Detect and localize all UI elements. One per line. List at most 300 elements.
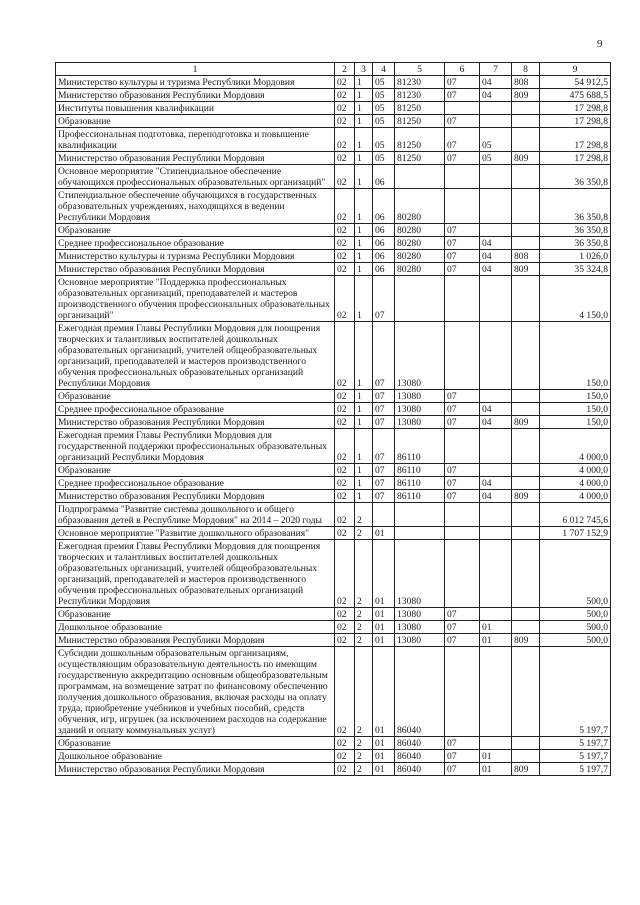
row-name-cell: Министерство культуры и туризма Республики Мордовия — [56, 250, 335, 263]
subsection-cell: 04 — [480, 250, 512, 263]
subsection-cell: 01 — [480, 634, 512, 647]
row-name-cell: Министерство образования Республики Мордовия — [56, 490, 335, 503]
chapter-cell: 07 — [445, 390, 480, 403]
event-cell: 06 — [373, 165, 395, 189]
section-cell: 02 — [335, 527, 355, 540]
chapter-cell: 07 — [445, 152, 480, 165]
subprogram-cell: 1 — [355, 276, 373, 322]
table-row — [56, 647, 611, 737]
table-row — [56, 464, 611, 477]
chapter-cell: 07 — [445, 416, 480, 429]
direction-cell: 13080 — [395, 608, 445, 621]
chapter-cell: 07 — [445, 634, 480, 647]
chapter-cell — [445, 189, 480, 224]
row-name-cell: Образование — [56, 115, 335, 128]
amount-cell: 4 000,0 — [540, 477, 611, 490]
grbs-cell: 809 — [512, 634, 540, 647]
section-cell: 02 — [335, 224, 355, 237]
subsection-cell — [480, 737, 512, 750]
subprogram-cell: 1 — [355, 76, 373, 89]
section-cell: 02 — [335, 490, 355, 503]
subprogram-cell: 1 — [355, 152, 373, 165]
section-cell: 02 — [335, 76, 355, 89]
budget-table — [55, 62, 611, 776]
row-name-cell: Подпрограмма "Развитие системы дошкольного и общего образования детей в Республике Мордовия" на 2014 – 2020 годы — [56, 503, 335, 527]
row-name-cell: Министерство образования Республики Мордовия — [56, 89, 335, 102]
subsection-cell: 04 — [480, 263, 512, 276]
row-name-cell: Дошкольное образование — [56, 621, 335, 634]
grbs-cell — [512, 429, 540, 464]
row-name-cell: Образование — [56, 608, 335, 621]
amount-cell: 475 688,5 — [540, 89, 611, 102]
section-cell: 02 — [335, 115, 355, 128]
table-row — [56, 237, 611, 250]
subsection-cell: 04 — [480, 477, 512, 490]
direction-cell: 80280 — [395, 250, 445, 263]
amount-cell: 150,0 — [540, 416, 611, 429]
section-cell: 02 — [335, 128, 355, 152]
chapter-cell: 07 — [445, 464, 480, 477]
column-header: 5 — [395, 63, 445, 76]
event-cell: 06 — [373, 224, 395, 237]
subsection-cell: 04 — [480, 89, 512, 102]
subprogram-cell: 1 — [355, 429, 373, 464]
subsection-cell: 04 — [480, 76, 512, 89]
amount-cell: 1 026,0 — [540, 250, 611, 263]
chapter-cell: 07 — [445, 403, 480, 416]
subprogram-cell: 1 — [355, 477, 373, 490]
subsection-cell: 05 — [480, 152, 512, 165]
chapter-cell — [445, 429, 480, 464]
grbs-cell: 809 — [512, 152, 540, 165]
amount-cell: 17 298,8 — [540, 152, 611, 165]
event-cell: 07 — [373, 464, 395, 477]
section-cell: 02 — [335, 416, 355, 429]
subprogram-cell: 1 — [355, 224, 373, 237]
grbs-cell: 809 — [512, 416, 540, 429]
event-cell: 07 — [373, 390, 395, 403]
event-cell: 06 — [373, 237, 395, 250]
table-row — [56, 165, 611, 189]
chapter-cell — [445, 540, 480, 608]
table-row — [56, 115, 611, 128]
grbs-cell — [512, 540, 540, 608]
section-cell: 02 — [335, 763, 355, 776]
chapter-cell: 07 — [445, 608, 480, 621]
row-name-cell: Среднее профессиональное образование — [56, 477, 335, 490]
event-cell: 05 — [373, 128, 395, 152]
row-name-cell: Министерство образования Республики Мордовия — [56, 263, 335, 276]
event-cell: 01 — [373, 527, 395, 540]
amount-cell: 5 197,7 — [540, 737, 611, 750]
subprogram-cell: 1 — [355, 89, 373, 102]
amount-cell: 5 197,7 — [540, 750, 611, 763]
direction-cell: 13080 — [395, 322, 445, 390]
subprogram-cell: 1 — [355, 322, 373, 390]
subsection-cell — [480, 102, 512, 115]
grbs-cell: 808 — [512, 250, 540, 263]
grbs-cell: 808 — [512, 76, 540, 89]
section-cell: 02 — [335, 621, 355, 634]
subprogram-cell: 2 — [355, 763, 373, 776]
chapter-cell: 07 — [445, 263, 480, 276]
row-name-cell: Ежегодная премия Главы Республики Мордовия для государственной поддержки профессиональных образовательных организаций Республики Мордовия — [56, 429, 335, 464]
event-cell: 05 — [373, 152, 395, 165]
row-name-cell: Министерство культуры и туризма Республики Мордовия — [56, 76, 335, 89]
table-row — [56, 263, 611, 276]
subprogram-cell: 2 — [355, 621, 373, 634]
subprogram-cell: 1 — [355, 416, 373, 429]
section-cell: 02 — [335, 322, 355, 390]
grbs-cell — [512, 403, 540, 416]
column-header: 8 — [512, 63, 540, 76]
section-cell: 02 — [335, 89, 355, 102]
row-name-cell: Среднее профессиональное образование — [56, 403, 335, 416]
table-row — [56, 224, 611, 237]
direction-cell: 86110 — [395, 429, 445, 464]
direction-cell: 86040 — [395, 763, 445, 776]
subprogram-cell: 2 — [355, 527, 373, 540]
direction-cell: 80280 — [395, 263, 445, 276]
event-cell: 01 — [373, 621, 395, 634]
direction-cell — [395, 165, 445, 189]
direction-cell: 80280 — [395, 224, 445, 237]
row-name-cell: Дошкольное образование — [56, 750, 335, 763]
direction-cell: 80280 — [395, 237, 445, 250]
amount-cell: 54 912,5 — [540, 76, 611, 89]
chapter-cell: 07 — [445, 737, 480, 750]
table-row — [56, 416, 611, 429]
page-number: 9 — [597, 38, 603, 50]
row-name-cell: Профессиональная подготовка, переподготовка и повышение квалификации — [56, 128, 335, 152]
direction-cell: 13080 — [395, 403, 445, 416]
direction-cell: 86110 — [395, 477, 445, 490]
amount-cell: 500,0 — [540, 608, 611, 621]
section-cell: 02 — [335, 634, 355, 647]
chapter-cell — [445, 165, 480, 189]
subprogram-cell: 1 — [355, 263, 373, 276]
row-name-cell: Образование — [56, 464, 335, 477]
subprogram-cell: 2 — [355, 503, 373, 527]
amount-cell: 500,0 — [540, 621, 611, 634]
table-row — [56, 503, 611, 527]
event-cell: 07 — [373, 429, 395, 464]
amount-cell: 17 298,8 — [540, 102, 611, 115]
amount-cell: 35 324,8 — [540, 263, 611, 276]
event-cell: 01 — [373, 608, 395, 621]
subprogram-cell: 1 — [355, 390, 373, 403]
chapter-cell: 07 — [445, 237, 480, 250]
subsection-cell — [480, 189, 512, 224]
grbs-cell — [512, 390, 540, 403]
column-header: 9 — [540, 63, 611, 76]
event-cell: 01 — [373, 647, 395, 737]
subprogram-cell: 1 — [355, 250, 373, 263]
grbs-cell — [512, 224, 540, 237]
event-cell: 07 — [373, 416, 395, 429]
subsection-cell — [480, 608, 512, 621]
subprogram-cell: 1 — [355, 115, 373, 128]
chapter-cell — [445, 647, 480, 737]
grbs-cell: 809 — [512, 763, 540, 776]
table-header-row — [56, 63, 611, 76]
chapter-cell — [445, 503, 480, 527]
section-cell: 02 — [335, 503, 355, 527]
amount-cell: 500,0 — [540, 540, 611, 608]
subsection-cell — [480, 464, 512, 477]
event-cell: 01 — [373, 737, 395, 750]
amount-cell: 1 707 152,9 — [540, 527, 611, 540]
subsection-cell — [480, 540, 512, 608]
subprogram-cell: 1 — [355, 490, 373, 503]
table-row — [56, 76, 611, 89]
chapter-cell — [445, 322, 480, 390]
direction-cell: 13080 — [395, 416, 445, 429]
section-cell: 02 — [335, 390, 355, 403]
table-row — [56, 390, 611, 403]
event-cell: 05 — [373, 76, 395, 89]
event-cell: 01 — [373, 750, 395, 763]
chapter-cell: 07 — [445, 76, 480, 89]
grbs-cell — [512, 750, 540, 763]
amount-cell: 36 350,8 — [540, 165, 611, 189]
section-cell: 02 — [335, 102, 355, 115]
amount-cell: 150,0 — [540, 403, 611, 416]
direction-cell: 81230 — [395, 89, 445, 102]
event-cell: 06 — [373, 189, 395, 224]
subsection-cell: 05 — [480, 128, 512, 152]
subsection-cell — [480, 224, 512, 237]
amount-cell: 17 298,8 — [540, 128, 611, 152]
subsection-cell: 01 — [480, 763, 512, 776]
table-row — [56, 189, 611, 224]
section-cell: 02 — [335, 750, 355, 763]
subprogram-cell: 2 — [355, 540, 373, 608]
table-row — [56, 403, 611, 416]
column-header: 4 — [373, 63, 395, 76]
direction-cell: 13080 — [395, 634, 445, 647]
direction-cell: 13080 — [395, 540, 445, 608]
direction-cell: 86110 — [395, 490, 445, 503]
chapter-cell — [445, 276, 480, 322]
grbs-cell — [512, 737, 540, 750]
event-cell: 07 — [373, 322, 395, 390]
section-cell: 02 — [335, 429, 355, 464]
subsection-cell — [480, 390, 512, 403]
section-cell: 02 — [335, 152, 355, 165]
grbs-cell — [512, 237, 540, 250]
subsection-cell — [480, 503, 512, 527]
table-row — [56, 750, 611, 763]
amount-cell: 4 000,0 — [540, 429, 611, 464]
row-name-cell: Ежегодная премия Главы Республики Мордовия для поощрения творческих и талантливых воспитателей дошкольных образовательных организаций, учителей общеобразовательных организаций, преподавателей и мастеров производственного обучения профессиональных образовательных организаций Республики Мордовия — [56, 540, 335, 608]
subsection-cell — [480, 429, 512, 464]
section-cell: 02 — [335, 276, 355, 322]
grbs-cell: 809 — [512, 490, 540, 503]
event-cell: 01 — [373, 763, 395, 776]
amount-cell: 36 350,8 — [540, 224, 611, 237]
amount-cell: 4 000,0 — [540, 490, 611, 503]
grbs-cell — [512, 322, 540, 390]
event-cell — [373, 503, 395, 527]
grbs-cell — [512, 128, 540, 152]
event-cell: 07 — [373, 276, 395, 322]
event-cell: 01 — [373, 540, 395, 608]
direction-cell: 86040 — [395, 647, 445, 737]
section-cell: 02 — [335, 608, 355, 621]
direction-cell: 81250 — [395, 152, 445, 165]
chapter-cell: 07 — [445, 115, 480, 128]
table-row — [56, 540, 611, 608]
amount-cell: 17 298,8 — [540, 115, 611, 128]
event-cell: 07 — [373, 477, 395, 490]
direction-cell — [395, 527, 445, 540]
section-cell: 02 — [335, 737, 355, 750]
subsection-cell — [480, 165, 512, 189]
subprogram-cell: 2 — [355, 737, 373, 750]
amount-cell: 5 197,7 — [540, 763, 611, 776]
section-cell: 02 — [335, 250, 355, 263]
chapter-cell — [445, 102, 480, 115]
table-row — [56, 128, 611, 152]
subprogram-cell: 2 — [355, 634, 373, 647]
subprogram-cell: 1 — [355, 189, 373, 224]
row-name-cell: Стипендиальное обеспечение обучающихся в государственных образовательных учреждениях, находящихся в ведении Республики Мордовия — [56, 189, 335, 224]
event-cell: 07 — [373, 403, 395, 416]
chapter-cell — [445, 527, 480, 540]
table-row — [56, 763, 611, 776]
table-row — [56, 102, 611, 115]
column-header: 1 — [56, 63, 335, 76]
direction-cell — [395, 503, 445, 527]
grbs-cell — [512, 477, 540, 490]
table-row — [56, 250, 611, 263]
row-name-cell: Образование — [56, 390, 335, 403]
column-header: 3 — [355, 63, 373, 76]
grbs-cell — [512, 115, 540, 128]
row-name-cell: Основное мероприятие "Стипендиальное обеспечение обучающихся профессиональных образовательных организаций" — [56, 165, 335, 189]
grbs-cell: 809 — [512, 263, 540, 276]
row-name-cell: Институты повышения квалификации — [56, 102, 335, 115]
table-row — [56, 152, 611, 165]
column-header: 7 — [480, 63, 512, 76]
chapter-cell: 07 — [445, 128, 480, 152]
column-header: 2 — [335, 63, 355, 76]
chapter-cell: 07 — [445, 250, 480, 263]
direction-cell — [395, 276, 445, 322]
table-row — [56, 89, 611, 102]
grbs-cell — [512, 621, 540, 634]
subprogram-cell: 1 — [355, 403, 373, 416]
direction-cell: 81250 — [395, 115, 445, 128]
grbs-cell: 809 — [512, 89, 540, 102]
direction-cell: 13080 — [395, 621, 445, 634]
subsection-cell — [480, 647, 512, 737]
chapter-cell: 07 — [445, 89, 480, 102]
subsection-cell: 01 — [480, 750, 512, 763]
row-name-cell: Ежегодная премия Главы Республики Мордовия для поощрения творческих и талантливых воспитателей дошкольных образовательных организаций, учителей общеобразовательных организаций, преподавателей и мастеров производственного обучения профессиональных образовательных организаций Республики Мордовия — [56, 322, 335, 390]
section-cell: 02 — [335, 464, 355, 477]
section-cell: 02 — [335, 165, 355, 189]
subprogram-cell: 2 — [355, 647, 373, 737]
section-cell: 02 — [335, 237, 355, 250]
subprogram-cell: 1 — [355, 165, 373, 189]
subsection-cell: 04 — [480, 416, 512, 429]
section-cell: 02 — [335, 263, 355, 276]
table-row — [56, 737, 611, 750]
section-cell: 02 — [335, 647, 355, 737]
row-name-cell: Министерство образования Республики Мордовия — [56, 634, 335, 647]
direction-cell: 81250 — [395, 128, 445, 152]
row-name-cell: Образование — [56, 224, 335, 237]
direction-cell: 13080 — [395, 390, 445, 403]
event-cell: 07 — [373, 490, 395, 503]
subprogram-cell: 1 — [355, 237, 373, 250]
grbs-cell — [512, 189, 540, 224]
subprogram-cell: 1 — [355, 464, 373, 477]
subprogram-cell: 1 — [355, 102, 373, 115]
amount-cell: 4 150,0 — [540, 276, 611, 322]
amount-cell: 36 350,8 — [540, 237, 611, 250]
amount-cell: 6 012 745,6 — [540, 503, 611, 527]
table-row — [56, 322, 611, 390]
row-name-cell: Основное мероприятие "Развитие дошкольного образования" — [56, 527, 335, 540]
subsection-cell — [480, 115, 512, 128]
table-row — [56, 429, 611, 464]
amount-cell: 150,0 — [540, 322, 611, 390]
subsection-cell: 01 — [480, 621, 512, 634]
table-row — [56, 634, 611, 647]
row-name-cell: Министерство образования Республики Мордовия — [56, 416, 335, 429]
row-name-cell: Образование — [56, 737, 335, 750]
table-row — [56, 608, 611, 621]
amount-cell: 5 197,7 — [540, 647, 611, 737]
chapter-cell: 07 — [445, 490, 480, 503]
row-name-cell: Министерство образования Республики Мордовия — [56, 152, 335, 165]
subsection-cell — [480, 527, 512, 540]
chapter-cell: 07 — [445, 621, 480, 634]
subsection-cell: 04 — [480, 237, 512, 250]
grbs-cell — [512, 503, 540, 527]
grbs-cell — [512, 527, 540, 540]
chapter-cell: 07 — [445, 763, 480, 776]
direction-cell: 86110 — [395, 464, 445, 477]
chapter-cell: 07 — [445, 224, 480, 237]
direction-cell: 81230 — [395, 76, 445, 89]
event-cell: 06 — [373, 263, 395, 276]
section-cell: 02 — [335, 540, 355, 608]
row-name-cell: Министерство образования Республики Мордовия — [56, 763, 335, 776]
table-row — [56, 621, 611, 634]
event-cell: 05 — [373, 89, 395, 102]
subprogram-cell: 2 — [355, 608, 373, 621]
subsection-cell — [480, 276, 512, 322]
amount-cell: 150,0 — [540, 390, 611, 403]
row-name-cell: Среднее профессиональное образование — [56, 237, 335, 250]
row-name-cell: Субсидии дошкольным образовательным организациям, осуществляющим образовательную деятельность по имеющим государственную аккредитацию основным общеобразовательным программам, на возмещение затрат по финансовому обеспечению получения дошкольного образования, включая расходы на оплату труда, приобретение учебников и учебных пособий, средств обучения, игр, игрушек (за исключением расходов на содержание зданий и оплату коммунальных услуг) — [56, 647, 335, 737]
direction-cell: 86040 — [395, 750, 445, 763]
event-cell: 01 — [373, 634, 395, 647]
subprogram-cell: 1 — [355, 128, 373, 152]
subsection-cell: 04 — [480, 403, 512, 416]
subprogram-cell: 2 — [355, 750, 373, 763]
table-row — [56, 527, 611, 540]
grbs-cell — [512, 165, 540, 189]
column-header: 6 — [445, 63, 480, 76]
table-row — [56, 490, 611, 503]
grbs-cell — [512, 608, 540, 621]
amount-cell: 4 000,0 — [540, 464, 611, 477]
